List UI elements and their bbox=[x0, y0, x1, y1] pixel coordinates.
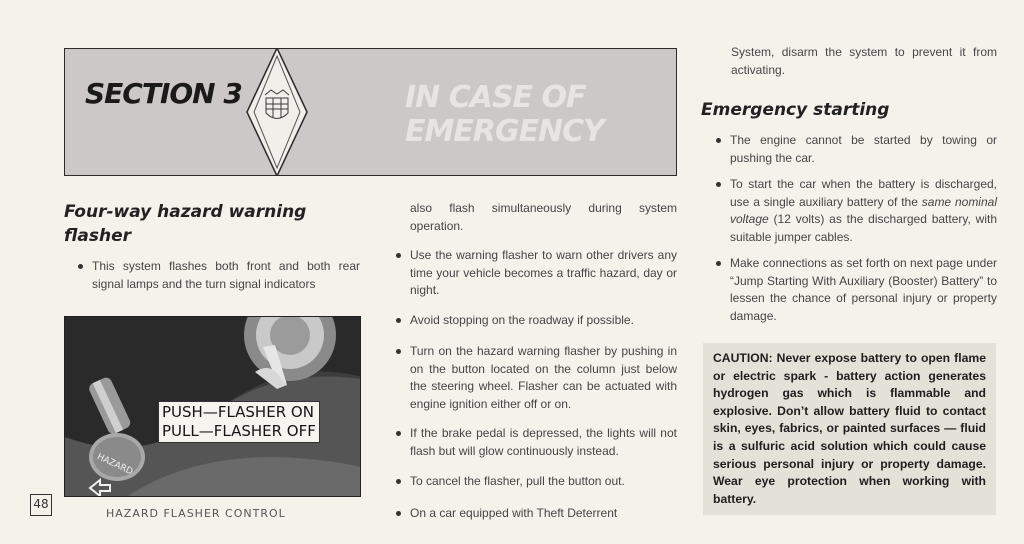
hazard-flasher-photo bbox=[64, 316, 361, 497]
flasher-continuation: also flash simultaneously during system operation. bbox=[410, 201, 677, 233]
middle-bullet-5: To cancel the flasher, pull the button out. bbox=[394, 473, 677, 491]
push-label-line: PUSH—FLASHER ON bbox=[162, 403, 314, 421]
hazard-bullet-1: This system flashes both front and both rear signal lamps and the turn signal indicators bbox=[76, 258, 360, 293]
caution-box: CAUTION: Never expose battery to open flame or electric spark - battery action generates hydrogen gas which is flammable and explosive. Don’t allow battery fluid to contact skin, eyes, fabrics, or painted surfaces — fluid is a sulfuric acid solution which could cause serious personal injury or property damage. Wear eye protection when working with battery. bbox=[703, 343, 996, 515]
push-pull-label bbox=[158, 401, 320, 443]
middle-bullet-1: Use the warning flasher to warn other drivers any time your vehicle becomes a traffic hazard, day or night. bbox=[394, 247, 677, 300]
emergency-starting-heading: Emergency starting bbox=[701, 100, 890, 120]
section-banner bbox=[64, 48, 677, 176]
page-number: 48 bbox=[30, 494, 52, 516]
middle-bullet-3: Turn on the hazard warning flasher by pushing in on the button located on the column just below the steering wheel. Flasher can be actuated with engine ignition either off or on. bbox=[394, 343, 677, 413]
section-heading-line1: IN CASE OF bbox=[405, 80, 586, 115]
right-bullet-2-text-a: To start the car when the battery is discharged, use a single auxiliary battery of the bbox=[730, 177, 997, 209]
right-bullet-3: Make connections as set forth on next page under “Jump Starting With Auxiliary (Booster) Battery” to lessen the chance of personal injury or property damage. bbox=[714, 255, 997, 325]
right-bullet-1: The engine cannot be started by towing or pushing the car. bbox=[714, 132, 997, 167]
right-bullet-2-emphasis: same nominal voltage bbox=[730, 194, 997, 226]
crest-emblem-icon bbox=[245, 48, 309, 176]
pull-label-line: PULL—FLASHER OFF bbox=[162, 422, 316, 440]
section-heading-line2: EMERGENCY bbox=[405, 114, 604, 149]
knob-label: HAZARD bbox=[95, 452, 135, 478]
section-heading bbox=[405, 81, 605, 149]
section-number: SECTION 3 bbox=[85, 77, 242, 110]
hazard-flasher-heading: Four-way hazard warning flasher bbox=[64, 202, 307, 246]
right-bullet-2 bbox=[714, 176, 997, 246]
middle-bullet-4: If the brake pedal is depressed, the lights will not flash but will glow continuously instead. bbox=[394, 425, 677, 460]
theft-deterrent-continuation: System, disarm the system to prevent it from activating. bbox=[731, 45, 997, 77]
photo-caption: HAZARD FLASHER CONTROL bbox=[106, 507, 286, 520]
middle-bullet-6: On a car equipped with Theft Deterrent bbox=[394, 505, 677, 523]
right-bullet-2-text-b: (12 volts) as the discharged battery, with suitable jumper cables. bbox=[730, 212, 997, 244]
middle-bullet-2: Avoid stopping on the roadway if possible. bbox=[394, 312, 677, 330]
